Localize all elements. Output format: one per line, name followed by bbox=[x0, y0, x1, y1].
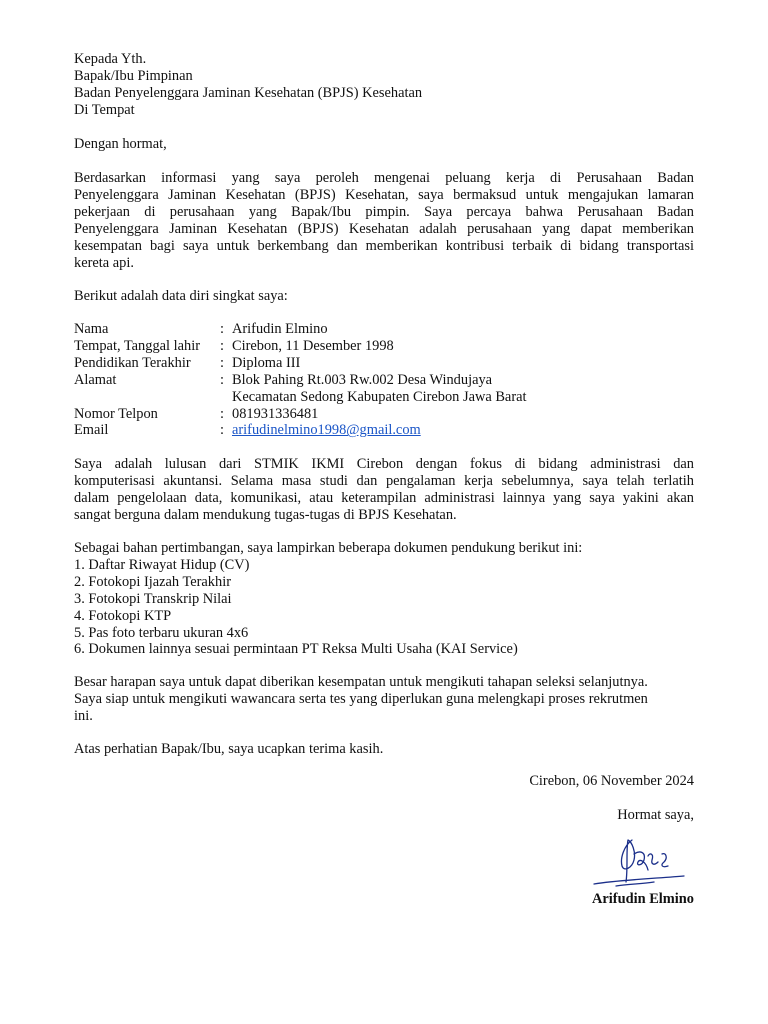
list-item: 2. Fotokopi Ijazah Terakhir bbox=[74, 573, 231, 590]
closing-text: Atas perhatian Bapak/Ibu, saya ucapkan terima kasih. bbox=[74, 741, 384, 757]
data-label: Nomor Telpon bbox=[74, 405, 158, 422]
paragraph-line: Saya adalah lulusan dari STMIK IKMI Cirebon dengan fokus di bidang administrasi dan bbox=[74, 456, 694, 472]
signer-name: Arifudin Elmino bbox=[592, 891, 694, 907]
address-line: Blok Pahing Rt.003 Rw.002 Desa Windujaya bbox=[232, 371, 493, 388]
recipient-line: Bapak/Ibu Pimpinan bbox=[74, 67, 193, 84]
recipient-line: Badan Penyelenggara Jaminan Kesehatan (BPJS) Kesehatan bbox=[74, 84, 423, 101]
data-separator: : bbox=[220, 321, 224, 337]
data-value: Arifudin Elmino bbox=[232, 321, 328, 337]
paragraph-intro bbox=[74, 170, 694, 271]
list-item: 1. Daftar Riwayat Hidup (CV) bbox=[74, 556, 250, 573]
data-separator: : bbox=[220, 422, 224, 439]
paragraph-line: Penyelenggara Jaminan Kesehatan (BPJS) Kesehatan adalah perusahaan yang dapat memberikan bbox=[74, 220, 694, 237]
data-label: Pendidikan Terakhir bbox=[74, 354, 191, 371]
paragraph-education bbox=[74, 456, 694, 524]
paragraph-line: kereta api. bbox=[74, 254, 134, 271]
data-value bbox=[232, 422, 527, 439]
recipient-line: Di Tempat bbox=[74, 101, 135, 118]
paragraph-line: Berdasarkan informasi yang saya peroleh mengenai peluang kerja di Perusahaan Badan bbox=[74, 170, 694, 186]
data-separator: : bbox=[220, 405, 224, 422]
data-separator: : bbox=[220, 354, 224, 371]
data-separator: : bbox=[220, 371, 224, 388]
data-label: Email bbox=[74, 422, 109, 439]
signature-icon bbox=[588, 832, 688, 894]
paragraph-line: pekerjaan di perusahaan yang Bapak/Ibu pimpin. Saya percaya bahwa Perusahaan Badan bbox=[74, 203, 694, 220]
regards: Hormat saya, bbox=[617, 807, 694, 823]
paragraph-line: ini. bbox=[74, 707, 93, 724]
paragraph-line: kesempatan bagi saya untuk berkembang dan memberikan kontribusi terbaik di bidang transportasi bbox=[74, 237, 694, 254]
paragraph-hope bbox=[74, 674, 694, 725]
list-item: 3. Fotokopi Transkrip Nilai bbox=[74, 590, 232, 607]
data-label: Nama bbox=[74, 321, 109, 337]
table-row bbox=[74, 422, 527, 439]
list-item: 5. Pas foto terbaru ukuran 4x6 bbox=[74, 624, 249, 641]
place-date: Cirebon, 06 November 2024 bbox=[529, 773, 694, 789]
data-value: Diploma III bbox=[232, 354, 301, 371]
paragraph-line: dalam pengelolaan data, komunikasi, atau keterampilan administrasi lainnya yang saya yakini akan bbox=[74, 489, 694, 506]
data-label: Alamat bbox=[74, 371, 117, 388]
personal-data-table bbox=[74, 321, 527, 439]
paragraph-line: sangat berguna dalam mendukung tugas-tugas di BPJS Kesehatan. bbox=[74, 506, 457, 523]
data-value: 081931336481 bbox=[232, 405, 319, 422]
salutation-text: Dengan hormat, bbox=[74, 136, 167, 152]
table-row bbox=[74, 321, 527, 338]
address-line: Kecamatan Sedong Kabupaten Cirebon Jawa Barat bbox=[232, 388, 527, 405]
personal-data bbox=[74, 321, 694, 439]
recipient-line: Kepada Yth. bbox=[74, 51, 147, 67]
data-intro-text: Berikut adalah data diri singkat saya: bbox=[74, 288, 288, 304]
paragraph-line: komputerisasi akuntansi. Selama masa studi dan pengalaman kerja sebelumnya, saya telah terlatih bbox=[74, 472, 694, 489]
paragraph-line: Penyelenggara Jaminan Kesehatan (BPJS) Kesehatan, saya bermaksud untuk mengajukan lamaran bbox=[74, 186, 694, 203]
email-link[interactable]: arifudinelmino1998@gmail.com bbox=[232, 422, 421, 439]
data-intro bbox=[74, 288, 694, 305]
paragraph-line: Saya siap untuk mengikuti wawancara serta tes yang diperlukan guna melengkapi proses rekrutmen bbox=[74, 690, 648, 707]
data-value bbox=[232, 372, 527, 406]
data-value: Cirebon, 11 Desember 1998 bbox=[232, 337, 394, 354]
attachments-intro: Sebagai bahan pertimbangan, saya lampirkan beberapa dokumen pendukung berikut ini: bbox=[74, 540, 583, 556]
salutation bbox=[74, 136, 694, 153]
recipient-block bbox=[74, 51, 694, 119]
table-row bbox=[74, 355, 527, 372]
closing bbox=[74, 741, 694, 758]
paragraph-line: Besar harapan saya untuk dapat diberikan kesempatan untuk mengikuti tahapan seleksi selanjutnya. bbox=[74, 674, 648, 690]
data-separator: : bbox=[220, 337, 224, 354]
list-item: 4. Fotokopi KTP bbox=[74, 607, 172, 624]
list-item: 6. Dokumen lainnya sesuai permintaan PT Reksa Multi Usaha (KAI Service) bbox=[74, 641, 518, 658]
table-row bbox=[74, 406, 527, 423]
table-row bbox=[74, 338, 527, 355]
table-row bbox=[74, 372, 527, 406]
data-label: Tempat, Tanggal lahir bbox=[74, 337, 200, 354]
attachments-section bbox=[74, 540, 694, 658]
